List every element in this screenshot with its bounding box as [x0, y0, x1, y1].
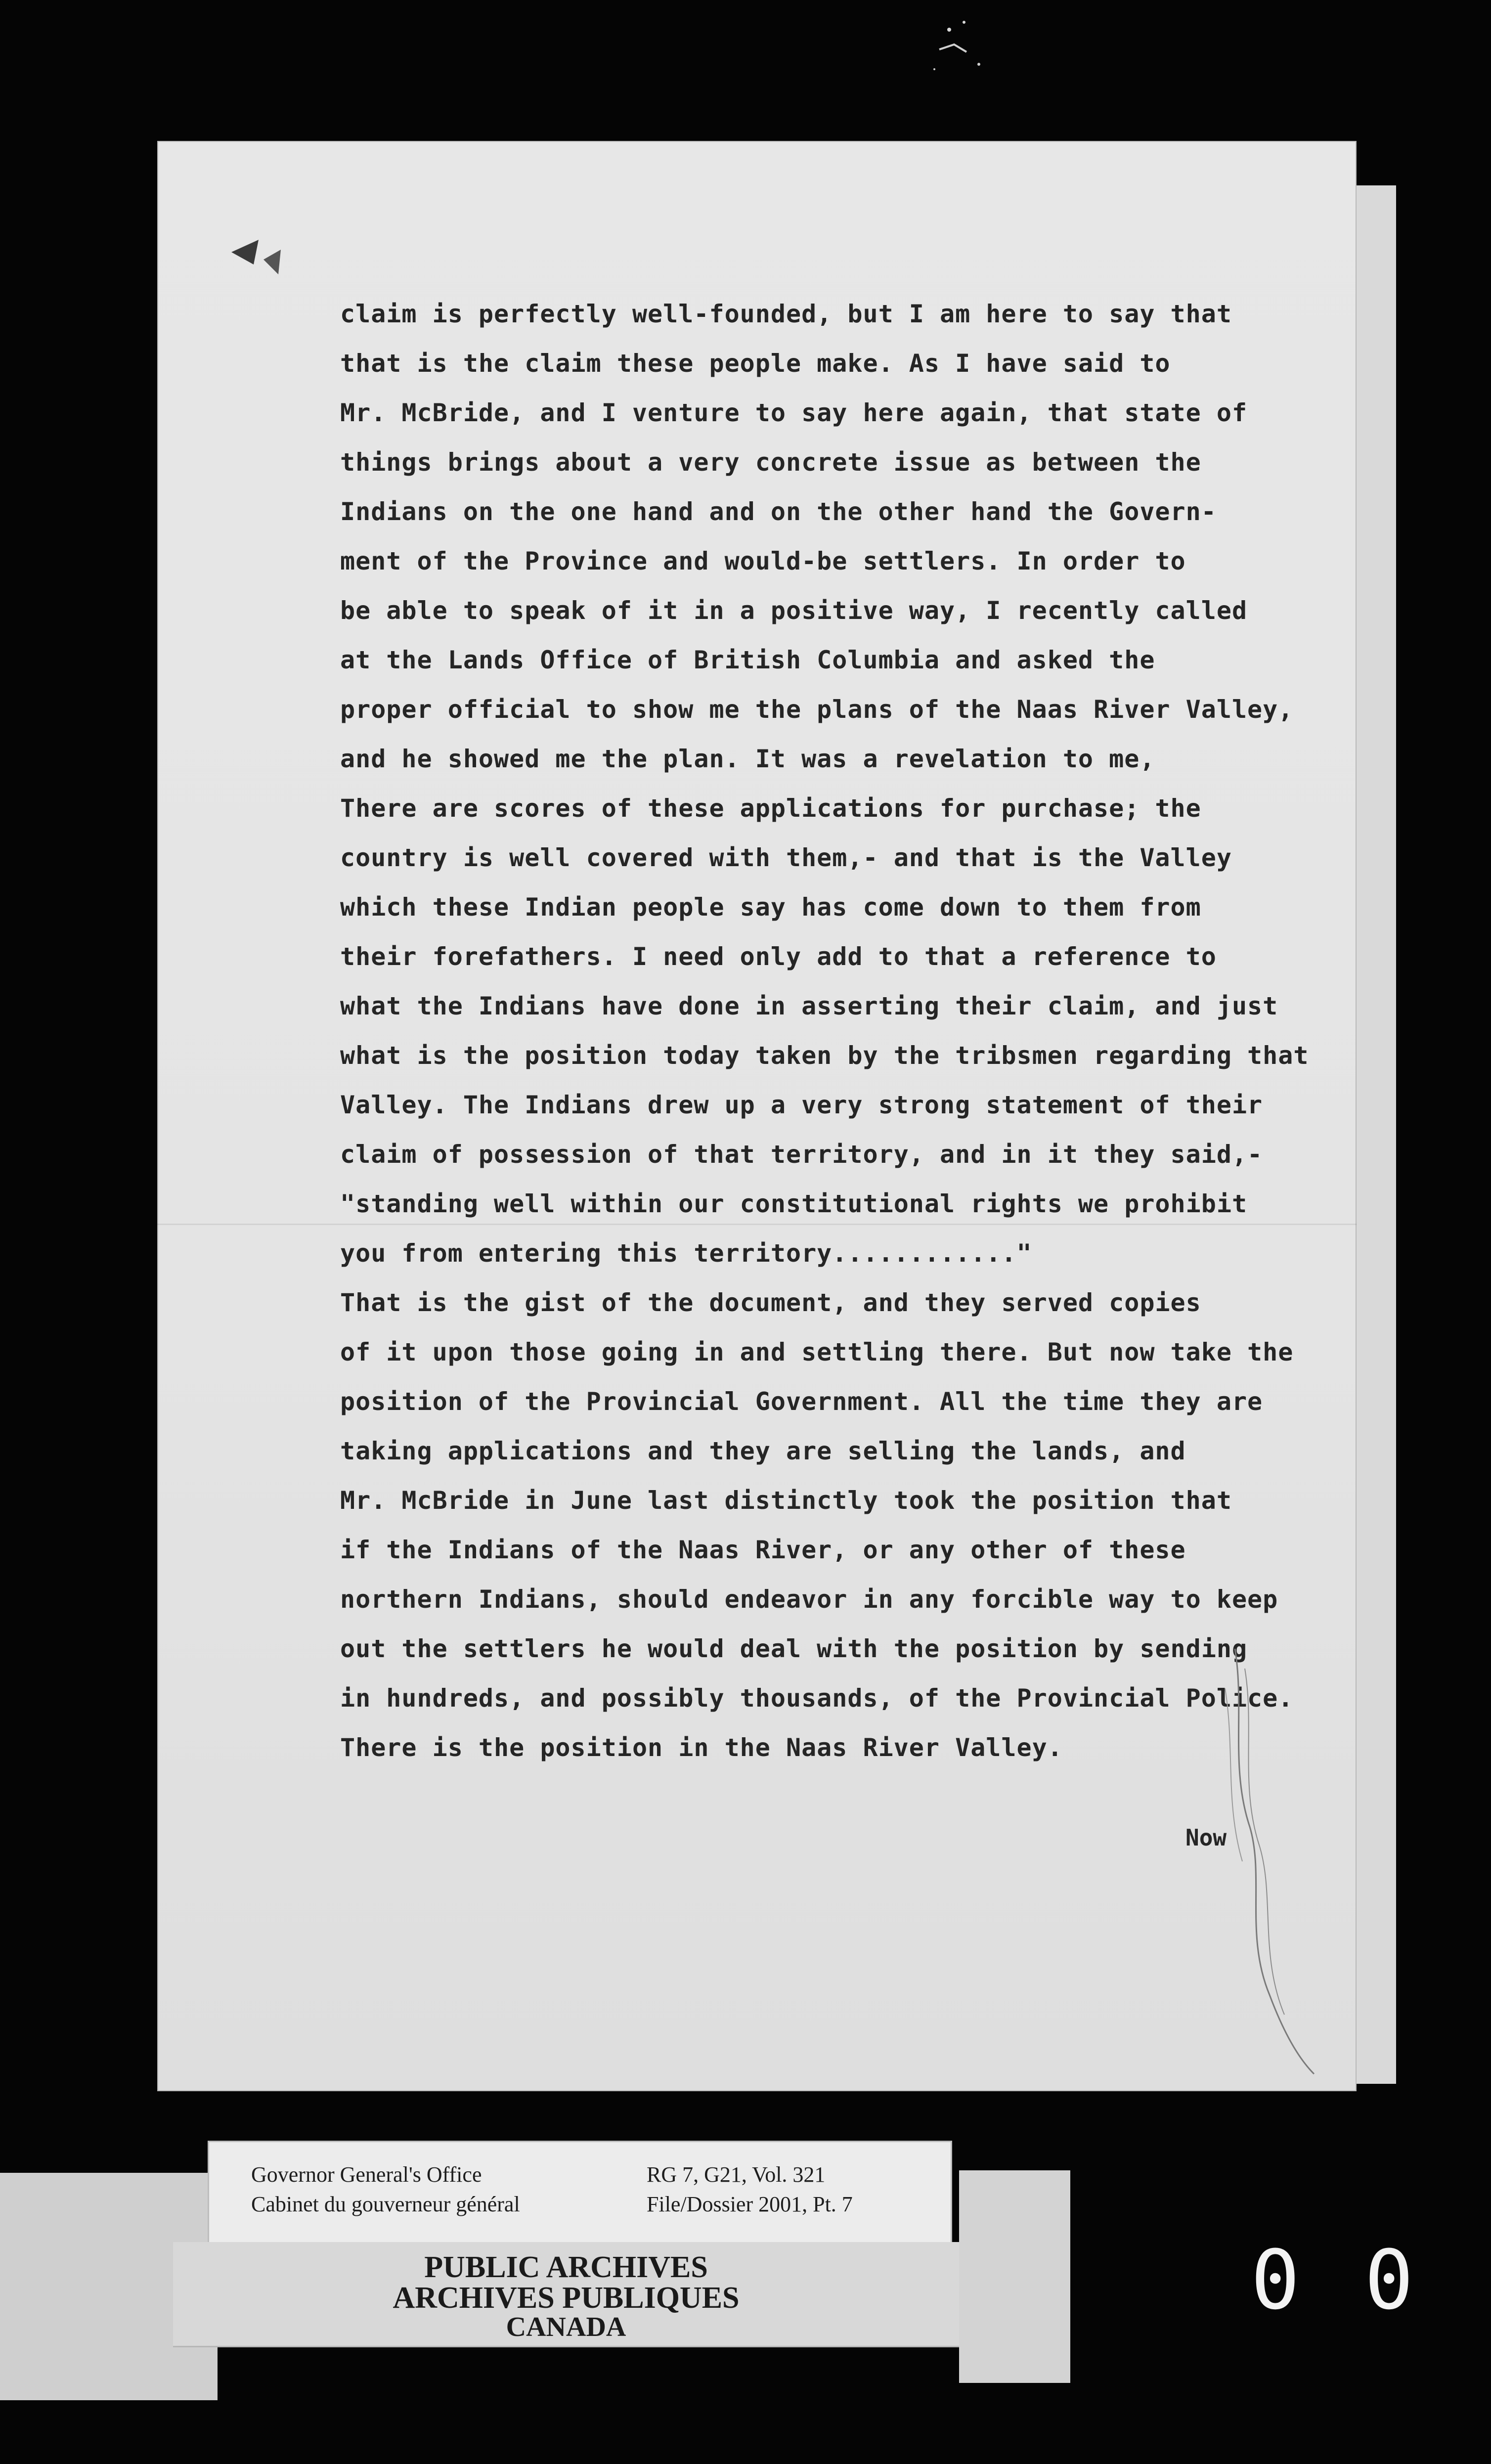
text-line: which these Indian people say has come down to them from: [340, 893, 1201, 922]
text-line: Mr. McBride in June last distinctly took the position that: [340, 1486, 1232, 1515]
text-line: Valley. The Indians drew up a very strong statement of their: [340, 1091, 1263, 1119]
text-line: "standing well within our constitutional rights we prohibit: [340, 1189, 1248, 1218]
text-line: That is the gist of the document, and they served copies: [340, 1288, 1201, 1317]
catchword: Now: [1185, 1824, 1227, 1851]
text-line: at the Lands Office of British Columbia and asked the: [340, 646, 1155, 674]
text-line: what the Indians have done in asserting their claim, and just: [340, 992, 1278, 1020]
text-line: Indians on the one hand and on the other hand the Govern-: [340, 497, 1217, 526]
text-line: country is well covered with them,- and that is the Valley: [340, 843, 1232, 872]
text-line: of it upon those going in and settling there. But now take the: [340, 1338, 1294, 1366]
text-line: taking applications and they are selling the lands, and: [340, 1437, 1186, 1465]
frame-counter-digit: 0: [1364, 2233, 1414, 2328]
pencil-scribble-mark: [1215, 1639, 1329, 2084]
typed-letter-page: [157, 141, 1357, 2091]
text-line: out the settlers he would deal with the position by sending: [340, 1634, 1248, 1663]
text-line: Mr. McBride, and I venture to say here again, that state of: [340, 398, 1248, 427]
text-line: There is the position in the Naas River Valley.: [340, 1733, 1063, 1762]
record-group-reference: RG 7, G21, Vol. 321: [647, 2162, 826, 2187]
text-line: ment of the Province and would-be settlers. In order to: [340, 547, 1186, 575]
office-name-fr: Cabinet du gouverneur général: [251, 2192, 520, 2216]
text-line: position of the Provincial Government. All the time they are: [340, 1387, 1263, 1416]
film-leader-strip: [959, 2170, 1070, 2383]
public-archives-stamp: [173, 2242, 959, 2347]
archive-reference-label: [208, 2141, 952, 2247]
stamp-line-1: PUBLIC ARCHIVES: [424, 2250, 708, 2284]
text-line: if the Indians of the Naas River, or any other of these: [340, 1536, 1186, 1564]
text-line: things brings about a very concrete issue as between the: [340, 448, 1201, 477]
text-line: their forefathers. I need only add to that a reference to: [340, 942, 1217, 971]
text-line: claim of possession of that territory, and in it they said,-: [340, 1140, 1263, 1169]
pin-hole-marks: [226, 227, 296, 287]
file-reference: File/Dossier 2001, Pt. 7: [647, 2192, 853, 2216]
office-name-en: Governor General's Office: [251, 2162, 482, 2187]
text-line: There are scores of these applications for purchase; the: [340, 794, 1201, 823]
frame-counter-digit: 0: [1251, 2233, 1300, 2328]
text-line: you from entering this territory............": [340, 1239, 1032, 1268]
text-line: be able to speak of it in a positive way, I recently called: [340, 596, 1248, 625]
text-line: in hundreds, and possibly thousands, of the Provincial Police.: [340, 1684, 1294, 1713]
film-dust-marks: [920, 10, 1004, 84]
stamp-line-2: ARCHIVES PUBLIQUES: [393, 2281, 740, 2315]
text-line: claim is perfectly well-founded, but I am here to say that: [340, 300, 1232, 328]
text-line: what is the position today taken by the tribsmen regarding that: [340, 1041, 1309, 1070]
text-line: northern Indians, should endeavor in any forcible way to keep: [340, 1585, 1278, 1614]
text-line: proper official to show me the plans of the Naas River Valley,: [340, 695, 1294, 724]
stamp-line-3: CANADA: [506, 2312, 626, 2342]
text-line: that is the claim these people make. As I have said to: [340, 349, 1171, 378]
text-line: and he showed me the plan. It was a revelation to me,: [340, 745, 1155, 773]
